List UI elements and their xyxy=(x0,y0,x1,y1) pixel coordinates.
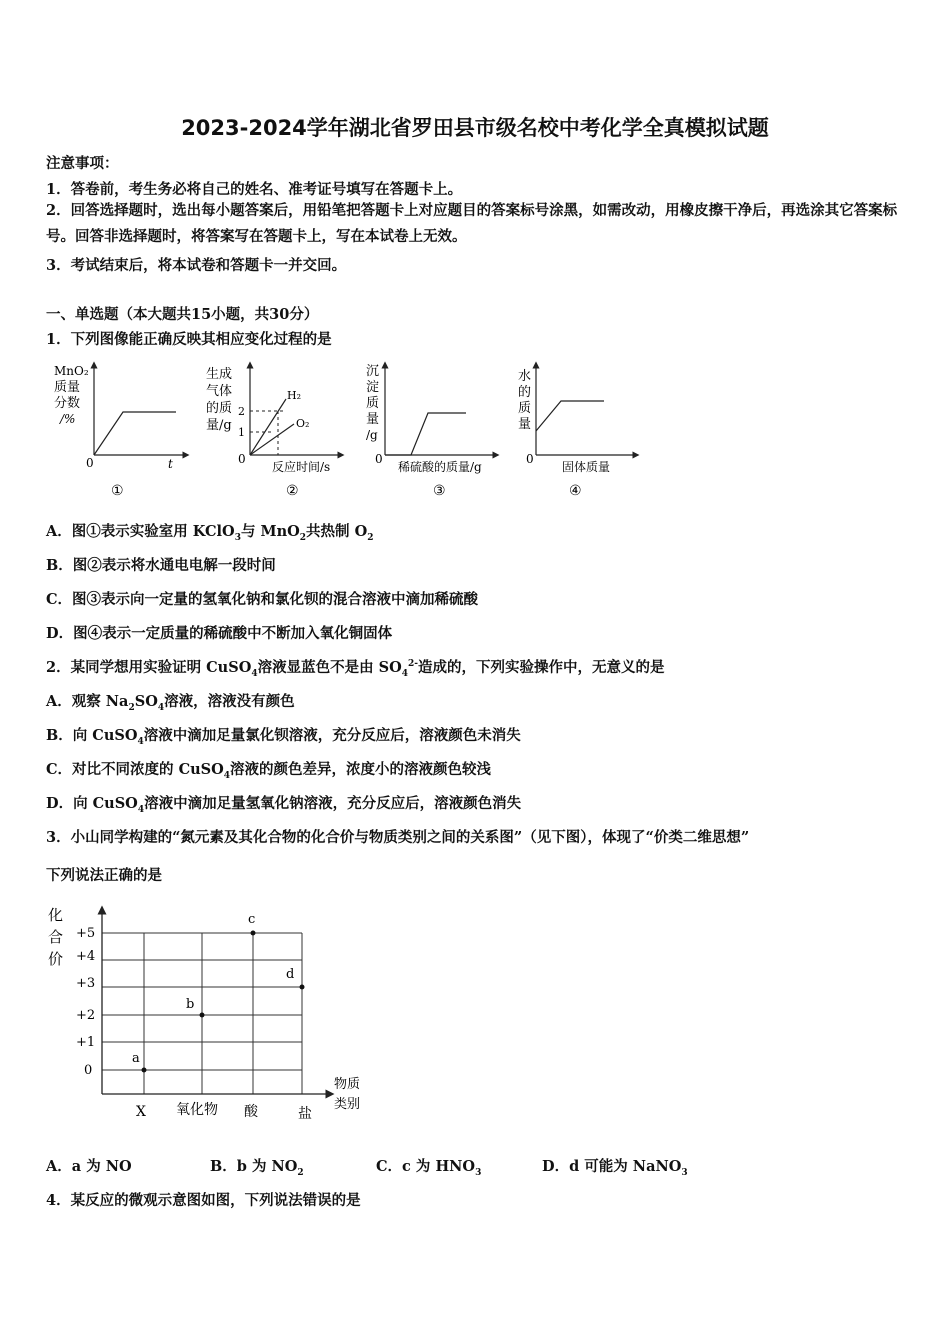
graph-1-number: ① xyxy=(111,483,124,499)
q1-option-a: A．图①表示实验室用 KClO$_3$与 MnO$_2$共热制 $O_2$ xyxy=(46,523,374,543)
question-3-stem-2: 下列说法正确的是 xyxy=(46,867,162,884)
graph-2-ylabel: 生成 xyxy=(206,367,233,382)
q1-graphs xyxy=(46,355,646,505)
q1-option-b: B．图②表示将水通电电解一段时间 xyxy=(46,557,276,574)
chart-ylabel: 合 xyxy=(48,928,64,946)
q3-chart xyxy=(40,898,380,1128)
q3-option-c: C．c 为 $HNO_3$ xyxy=(376,1158,482,1178)
graph-2-tick: 1 xyxy=(238,426,245,439)
graph-2-origin: 0 xyxy=(238,452,246,466)
graph-4-number: ④ xyxy=(569,483,582,499)
q3-option-d: D．d 可能为 NaNO$_3$ xyxy=(542,1158,688,1178)
notice-item: 1．答卷前，考生务必将自己的姓名、准考证号填写在答题卡上。 xyxy=(46,181,463,198)
graph-1-ylabel: /% xyxy=(60,412,76,426)
chart-point-label: d xyxy=(286,967,295,982)
chart-xtick: X xyxy=(136,1104,146,1120)
graph-2-xlabel: 反应时间/s xyxy=(272,460,331,474)
q3-option-b: B．b 为 $NO_2$ xyxy=(210,1158,304,1178)
graph-3-ylabel: 量 xyxy=(366,412,380,427)
section-heading: 一、单选题（本大题共15小题，共30分） xyxy=(46,306,319,323)
graph-2-line-label: H₂ xyxy=(287,389,302,402)
graph-3 xyxy=(366,364,496,499)
graph-1-ylabel: 分数 xyxy=(54,396,81,411)
q1-option-c: C．图③表示向一定量的氢氧化钠和氯化钡的混合溶液中滴加稀硫酸 xyxy=(46,591,479,608)
chart-point-c xyxy=(251,931,256,936)
q3-option-a: A．a 为 NO xyxy=(46,1158,132,1175)
graph-3-ylabel: /g xyxy=(366,428,378,442)
chart-xtick: 氧化物 xyxy=(176,1102,218,1118)
chart-point-label: a xyxy=(132,1051,140,1066)
chart-point-a xyxy=(142,1068,147,1073)
graph-3-number: ③ xyxy=(433,483,446,499)
question-4-stem: 4．某反应的微观示意图如图，下列说法错误的是 xyxy=(46,1192,361,1209)
graph-1-ylabel: 质量 xyxy=(54,380,81,395)
graph-2-tick: 2 xyxy=(238,405,245,418)
notice-heading: 注意事项： xyxy=(46,155,119,172)
chart-ytick: +5 xyxy=(76,926,96,941)
graph-4-ylabel: 水 xyxy=(518,369,532,384)
graph-3-ylabel: 沉 xyxy=(366,364,380,379)
graph-4-ylabel: 的 xyxy=(518,385,532,400)
graph-2 xyxy=(206,365,341,499)
graph-4-origin: 0 xyxy=(526,452,534,466)
chart-ylabel: 价 xyxy=(48,950,64,968)
graph-1-origin: 0 xyxy=(86,456,94,470)
graph-2-ylabel: 量/g xyxy=(206,418,232,433)
graph-3-xlabel: 稀硫酸的质量/g xyxy=(398,460,482,474)
graph-1-ylabel: MnO₂ xyxy=(54,364,89,378)
graph-3-origin: 0 xyxy=(375,452,383,466)
chart-ylabel: 化 xyxy=(48,906,64,924)
q2-option-b: B．向 CuSO$_4$溶液中滴加足量氯化钡溶液，充分反应后，溶液颜色未消失 xyxy=(46,727,521,747)
page-title: 2023-2024学年湖北省罗田县市级名校中考化学全真模拟试题 xyxy=(181,116,769,140)
graph-1 xyxy=(54,364,186,499)
q2-option-d: D．向 CuSO$_4$溶液中滴加足量氢氧化钠溶液，充分反应后，溶液颜色消失 xyxy=(46,795,522,815)
notice-item: 3．考试结束后，将本试卷和答题卡一并交回。 xyxy=(46,257,347,274)
graph-3-ylabel: 质 xyxy=(366,396,380,411)
question-1-stem: 1．下列图像能正确反映其相应变化过程的是 xyxy=(46,331,332,348)
chart-point-label: c xyxy=(248,912,256,927)
q2-option-c: C．对比不同浓度的 CuSO$_4$溶液的颜色差异，浓度小的溶液颜色较浅 xyxy=(46,761,492,781)
chart-xlabel: 类别 xyxy=(334,1097,361,1112)
chart-ytick: +3 xyxy=(76,976,96,991)
chart-xtick: 酸 xyxy=(244,1104,258,1120)
graph-2-number: ② xyxy=(286,483,299,499)
graph-2-ylabel: 气体 xyxy=(206,384,233,399)
graph-4-ylabel: 质 xyxy=(518,401,532,416)
graph-1-xlabel: t xyxy=(168,457,173,471)
graph-2-line-label: O₂ xyxy=(296,417,310,430)
chart-ytick: +1 xyxy=(76,1035,96,1050)
graph-4-xlabel: 固体质量 xyxy=(562,460,611,474)
chart-xlabel: 物质 xyxy=(334,1077,361,1092)
graph-2-ylabel: 的质 xyxy=(206,401,233,416)
q2-option-a: A．观察 $Na_2SO_4$溶液，溶液没有颜色 xyxy=(46,693,295,713)
chart-ytick: 0 xyxy=(84,1063,93,1078)
question-3-stem: 3．小山同学构建的“氮元素及其化合物的化合价与物质类别之间的关系图”（见下图），体现了“价类二维思想” xyxy=(46,829,750,846)
chart-point-d xyxy=(300,985,305,990)
chart-xtick: 盐 xyxy=(298,1106,312,1122)
question-2-stem: 2．某同学想用实验证明 CuSO$_4$溶液显蓝色不是由 $SO_4^{2-}$造成的，下列实验操作中，无意义的是 xyxy=(46,659,665,679)
q1-option-d: D．图④表示一定质量的稀硫酸中不断加入氧化铜固体 xyxy=(46,625,393,642)
graph-4 xyxy=(518,365,636,499)
chart-point-b xyxy=(200,1013,205,1018)
notice-item: 2．回答选择题时，选出每小题答案后，用铅笔把答题卡上对应题目的答案标号涂黑，如需改动，用橡皮擦干净后，再选涂其它答案标号。回答非选择题时，将答案写在答题卡上，写在本试卷上无效。 xyxy=(46,202,898,245)
chart-ytick: +4 xyxy=(76,949,96,964)
graph-3-ylabel: 淀 xyxy=(366,380,380,395)
chart-ytick: +2 xyxy=(76,1008,96,1023)
chart-point-label: b xyxy=(186,997,195,1012)
graph-4-ylabel: 量 xyxy=(518,417,532,432)
